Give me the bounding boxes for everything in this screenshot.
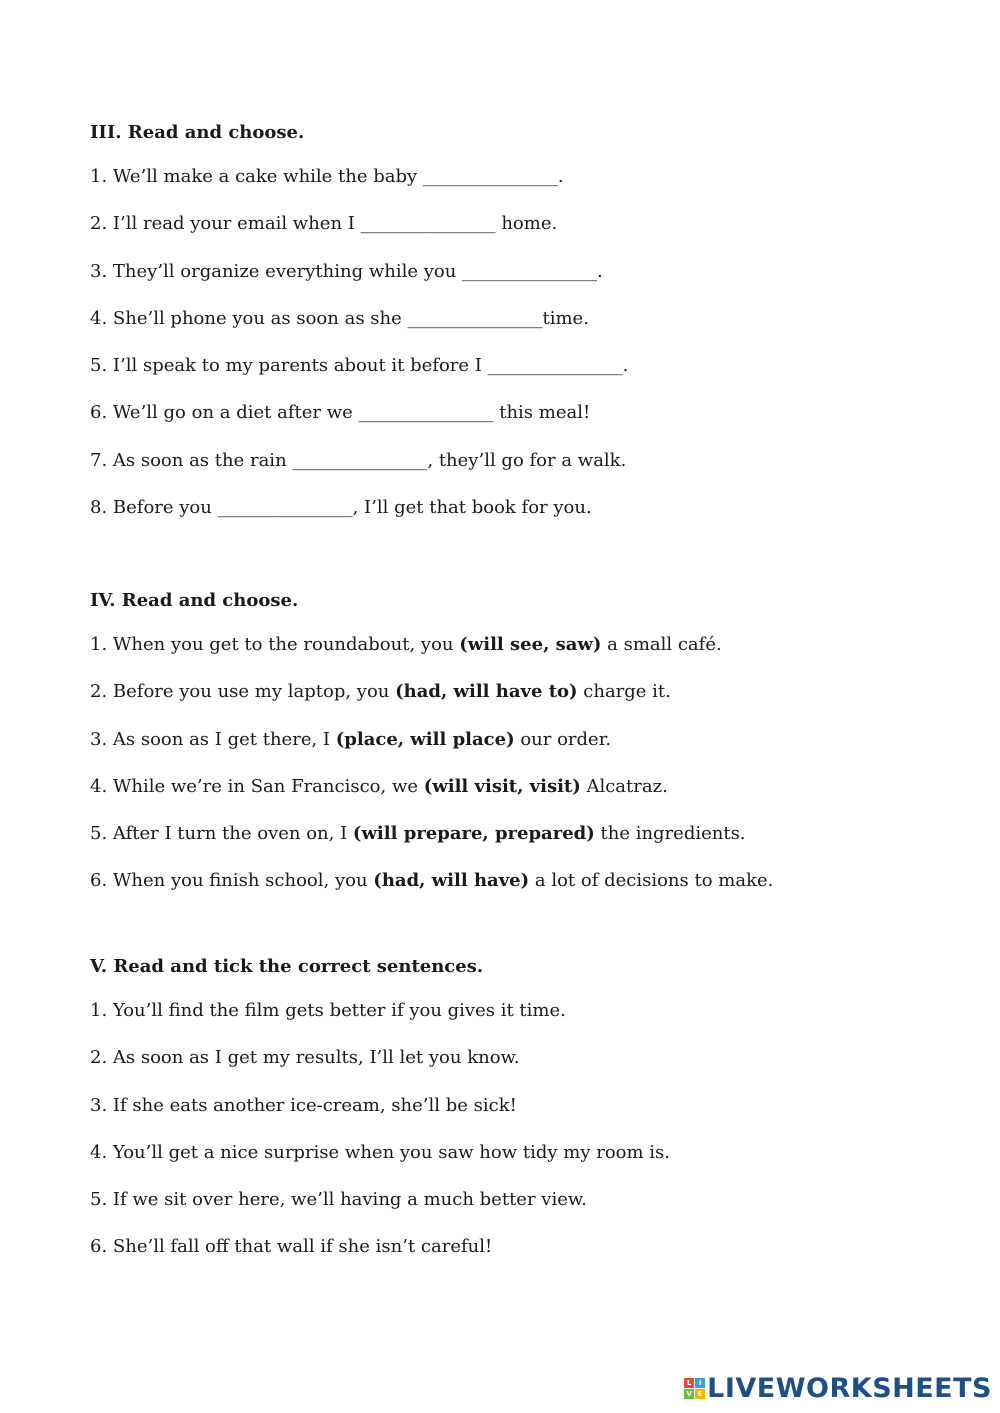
section-4-item-2: [90, 680, 960, 727]
section-5-item-4: 4. You’ll get a nice surprise when you saw how tidy my room is.: [90, 1141, 671, 1163]
item-text: our order.: [514, 728, 612, 750]
item-options: (will visit, visit): [423, 775, 581, 797]
section-4-item-3: [90, 728, 960, 775]
section-5-item-1: 1. You’ll find the film gets better if you gives it time.: [90, 1000, 566, 1021]
item-text: a small café.: [601, 634, 722, 655]
section-3-item-7: 7. As soon as the rain _______________, they’ll go for a walk.: [90, 449, 627, 471]
section-5-item-6: 6. She’ll fall off that wall if she isn’t careful!: [90, 1236, 493, 1258]
item-text: 6. When you finish school, you: [90, 870, 374, 892]
item-options: (will see, saw): [459, 634, 602, 655]
logo-block: L: [684, 1378, 694, 1388]
section-3-item-6: 6. We’ll go on a diet after we _______________ this meal!: [90, 402, 591, 424]
logo-blocks-icon: [684, 1378, 705, 1399]
section-3-item-8: 8. Before you _______________, I’ll get that book for you.: [90, 497, 592, 519]
section-4-heading: IV. Read and choose.: [90, 590, 299, 611]
section-5-item-5: 5. If we sit over here, we’ll having a much better view.: [90, 1189, 587, 1211]
liveworksheets-logo: [684, 1373, 992, 1403]
section-3-heading: III. Read and choose.: [90, 122, 305, 143]
section-5: [90, 955, 960, 1283]
item-text: the ingredients.: [594, 823, 746, 845]
logo-block: V: [684, 1389, 694, 1399]
section-5-item-3: 3. If she eats another ice-cream, she’ll be sick!: [90, 1094, 517, 1116]
logo-block: I: [695, 1378, 705, 1388]
section-4-item-4: [90, 775, 960, 822]
section-3-item-2: 2. I’ll read your email when I _______________ home.: [90, 213, 558, 235]
logo-block: E: [695, 1389, 705, 1399]
section-4-item-1: [90, 633, 960, 680]
item-options: (will prepare, prepared): [352, 823, 595, 845]
item-options: (place, will place): [335, 728, 515, 750]
section-4-item-5: [90, 822, 960, 869]
section-3-item-3: 3. They’ll organize everything while you _______________.: [90, 260, 603, 282]
section-5-item-2: 2. As soon as I get my results, I’ll let you know.: [90, 1047, 520, 1069]
item-text: 1. When you get to the roundabout, you: [90, 634, 460, 655]
item-text: charge it.: [577, 681, 671, 703]
section-3-item-4: 4. She’ll phone you as soon as she _______________time.: [90, 307, 589, 329]
item-text: a lot of decisions to make.: [529, 870, 774, 892]
item-options: (had, will have to): [395, 681, 578, 703]
item-text: 4. While we’re in San Francisco, we: [90, 775, 424, 797]
section-3: [90, 121, 960, 543]
section-5-heading: V. Read and tick the correct sentences.: [90, 956, 484, 977]
item-text: 5. After I turn the oven on, I: [90, 823, 353, 845]
item-options: (had, will have): [373, 870, 530, 892]
item-text: 2. Before you use my laptop, you: [90, 681, 396, 703]
section-4: [90, 589, 960, 917]
item-text: 3. As soon as I get there, I: [90, 728, 336, 750]
section-4-item-6: [90, 869, 960, 916]
section-3-item-5: 5. I’ll speak to my parents about it before I _______________.: [90, 355, 629, 377]
section-3-item-1: 1. We’ll make a cake while the baby _______________.: [90, 166, 564, 187]
item-text: Alcatraz.: [580, 775, 668, 797]
logo-text: LIVEWORKSHEETS: [707, 1372, 992, 1404]
